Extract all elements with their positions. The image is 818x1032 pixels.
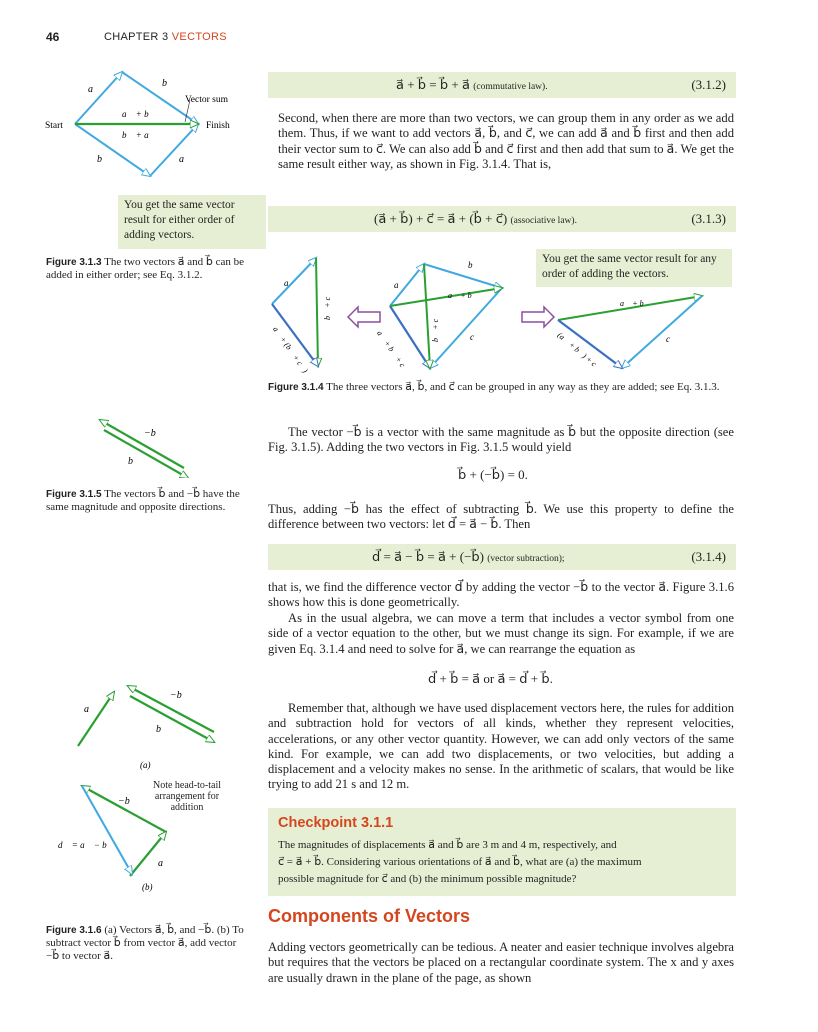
label-a-plus-bc: a⃗ + (b⃗ + c⃗)	[271, 324, 310, 375]
running-header	[104, 31, 227, 43]
paragraph-thus: Thus, adding −b⃗ has the effect of subtracting b⃗. We use this property to define the difference between two vectors: let d⃗ = a⃗ − b⃗. Then	[268, 502, 734, 532]
equation-number: (3.1.4)	[691, 549, 726, 564]
label-a-middle: a⃗	[394, 280, 406, 290]
checkpoint-line-3: possible magnitude for c⃗ and (b) the minimum possible magnitude?	[278, 873, 577, 885]
label-neg-b-part-a: −b⃗	[170, 690, 190, 701]
paragraph-negative-b: The vector −b⃗ is a vector with the same magnitude as b⃗ but the opposite direction (see Fig. 3.1.5). Adding the two vectors in Fig. 3.1.5 would yield	[268, 425, 734, 455]
equation-label: (vector subtraction);	[487, 554, 565, 564]
chapter-label: CHAPTER 3	[104, 31, 169, 43]
figure-3-1-5-caption	[46, 488, 246, 514]
caption-label: Figure 3.1.6	[46, 925, 102, 936]
label-a-left: a⃗	[284, 278, 296, 288]
equation-expression: d⃗ = a⃗ − b⃗ = a⃗ + (−b⃗)	[372, 549, 485, 564]
equation-number: (3.1.2)	[691, 77, 726, 92]
equation-3-1-2	[268, 72, 736, 98]
label-c-right: c⃗	[666, 334, 677, 344]
label-b-bottom: b⃗	[97, 154, 110, 165]
label-d-eq: d⃗ = a⃗ − b⃗	[58, 840, 114, 850]
equation-label: (associative law).	[510, 216, 577, 226]
equation-b-plus-negative-b: b⃗ + (−b⃗) = 0.	[458, 467, 528, 482]
equation-3-1-3	[268, 206, 736, 232]
caption-label: Figure 3.1.5	[46, 489, 102, 500]
figure-3-1-5-diagram	[88, 410, 198, 478]
caption-label: Figure 3.1.3	[46, 257, 102, 268]
label-b-plus-c-middle: b⃗ + c⃗	[431, 312, 440, 342]
equation-rearranged: d⃗ + b⃗ = a⃗ or a⃗ = d⃗ + b⃗.	[428, 671, 553, 686]
label-a-part-a: a⃗	[84, 704, 97, 715]
equation-label: (commutative law).	[473, 82, 548, 92]
label-neg-b-part-b: −b⃗	[118, 796, 138, 807]
label-c-middle: c⃗	[470, 332, 481, 342]
figure-3-1-4-diagram	[262, 246, 742, 380]
figure-3-1-3-caption	[46, 256, 251, 282]
section-title: Components of Vectors	[268, 906, 471, 926]
checkpoint-box	[268, 808, 736, 896]
paragraph-algebra: As in the usual algebra, we can move a term that includes a vector symbol from one side of a vector equation to the other, but we must change its sign. For example, if we are given Eq. 3.1.4 and need to solve for a⃗, we can rearrange the equation as	[268, 611, 734, 656]
figure-3-1-6-caption	[46, 924, 248, 963]
paragraph-that-is: that is, we find the difference vector d⃗ by adding the vector −b⃗ to the vector a⃗. Figure 3.1.6 shows how this is done geometrically.	[268, 580, 734, 610]
checkpoint-line-1: The magnitudes of displacements a⃗ and b⃗ are 3 m and 4 m, respectively, and	[278, 839, 617, 851]
paragraph-second: Second, when there are more than two vectors, we can group them in any order as we add them. Thus, if we want to add vectors a⃗, b⃗, and c⃗, we can add a⃗ and b⃗ first and then add their vector sum to c⃗. We can also add b⃗ and c⃗ first and then add that sum to a⃗. We get the same result either way, as shown in Fig. 3.1.4. That is,	[278, 111, 734, 171]
head-to-tail-note: Note head-to-tail arrangement for addition	[152, 780, 222, 813]
caption-text: (a) Vectors a⃗, b⃗, and −b⃗. (b) To subtract vector b⃗ from vector a⃗, add vector −b⃗ to vector a⃗.	[46, 924, 244, 962]
start-label: Start	[45, 121, 63, 131]
page-number: 46	[46, 30, 60, 44]
vector-sum-label: Vector sum	[185, 95, 229, 105]
caption-text: The three vectors a⃗, b⃗, and c⃗ can be grouped in any way as they are added; see Eq. 3.1.3.	[326, 381, 720, 393]
label-a-top: a⃗	[88, 84, 101, 95]
checkpoint-title: Checkpoint 3.1.1	[278, 815, 394, 831]
equation-3-1-4	[268, 544, 736, 570]
label-b-middle: b⃗	[468, 260, 480, 270]
label-b-part-a: b⃗	[156, 724, 169, 735]
caption-text: The two vectors a⃗ and b⃗ can be added in either order; see Eq. 3.1.2.	[46, 256, 245, 281]
part-b-label: (b)	[142, 882, 153, 892]
figure-3-1-4-note: You get the same vector result for any order of adding the vectors.	[536, 249, 732, 287]
checkpoint-line-2: c⃗ = a⃗ + b⃗. Considering various orientations of a⃗ and b⃗, what are (a) the maximum	[278, 856, 642, 868]
equation-expression: (a⃗ + b⃗) + c⃗ = a⃗ + (b⃗ + c⃗)	[374, 211, 508, 226]
caption-text: The vectors b⃗ and −b⃗ have the same magnitude and opposite directions.	[46, 488, 240, 513]
part-a-label: (a)	[140, 760, 151, 770]
label-a-part-b: a⃗	[158, 858, 171, 869]
label-a-plus-b-plus-c: a⃗ + b⃗ + c⃗	[375, 328, 411, 375]
equation-expression: a⃗ + b⃗ = b⃗ + a⃗	[396, 77, 470, 92]
finish-label: Finish	[206, 121, 230, 131]
figure-3-1-3-note: You get the same vector result for either order of adding vectors.	[118, 195, 266, 249]
label-a-plus-b: a⃗ + b⃗	[122, 109, 156, 119]
label-a-bottom: a⃗	[179, 154, 192, 165]
caption-label: Figure 3.1.4	[268, 382, 324, 393]
chapter-title: VECTORS	[171, 31, 227, 43]
label-b-plus-a: b⃗ + a⃗	[122, 130, 156, 140]
label-b: b⃗	[128, 456, 141, 467]
label-a-plus-b-middle: a⃗ + b⃗	[448, 291, 478, 300]
label-b-plus-c-left: b⃗ + c⃗	[323, 290, 332, 320]
figure-3-1-4-caption	[268, 381, 736, 394]
label-neg-b: −b⃗	[144, 428, 164, 439]
paragraph-remember: Remember that, although we have used displacement vectors here, the rules for addition and subtraction hold for vectors of all kinds, whether they represent velocities, accelerations, or any other vector quantity. However, we can add only vectors of the same kind. For example, we can add two displacements, or two velocities, but adding a displacement and a velocity makes no sense. In the arithmetic of scalars, that would be like trying to add 21 s and 12 m.	[268, 701, 734, 792]
equation-number: (3.1.3)	[691, 211, 726, 226]
section-paragraph: Adding vectors geometrically can be tedious. A neater and easier technique involves algebra but requires that the vectors be placed on a rectangular coordinate system. The x and y axes are usually drawn in the plane of the page, as shown	[268, 940, 734, 985]
label-ab-plus-c: (a⃗ + b⃗) + c⃗	[555, 330, 604, 373]
figure-3-1-3-diagram	[40, 62, 270, 192]
label-b-top: b⃗	[162, 78, 175, 89]
label-a-plus-b-right: a⃗ + b⃗	[620, 299, 650, 308]
